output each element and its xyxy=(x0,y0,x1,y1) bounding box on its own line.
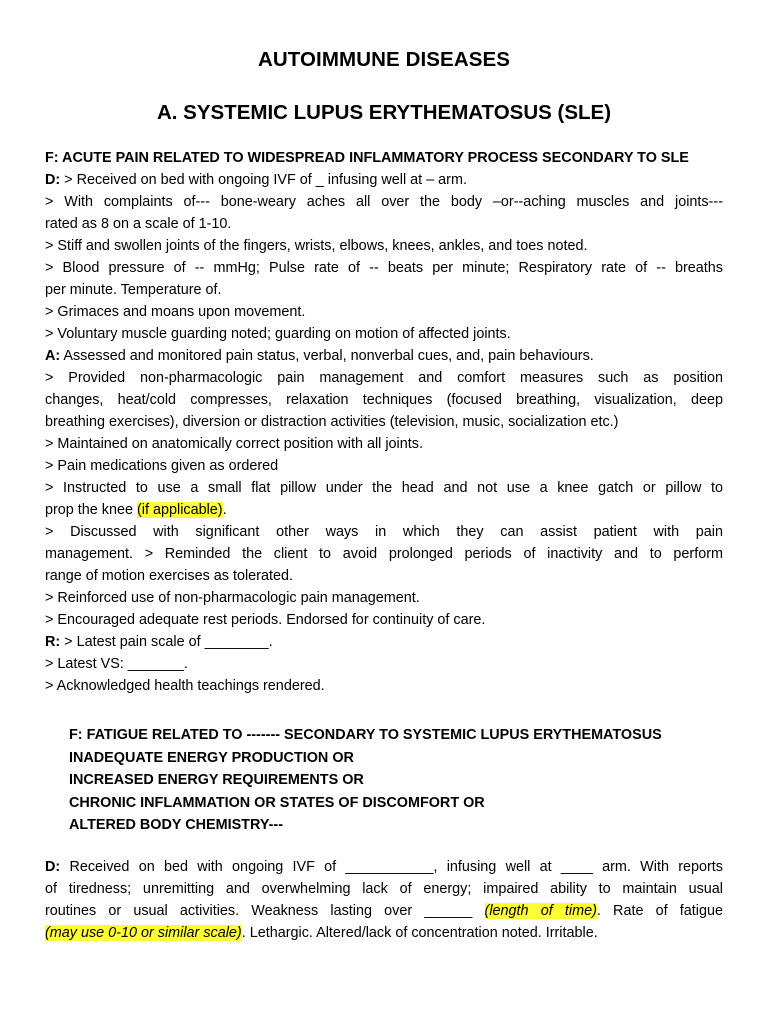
pain-data-line: > Blood pressure of -- mmHg; Pulse rate of -- beats per minute; Respiratory rate of -- breaths xyxy=(45,260,723,276)
document-page xyxy=(45,46,723,944)
fatigue-focus-heading xyxy=(69,724,723,837)
data-label: D: xyxy=(45,172,61,188)
pain-action-line: prop the knee (if applicable). xyxy=(45,502,227,518)
pain-data-line: > Voluntary muscle guarding noted; guarding on motion of affected joints. xyxy=(45,326,511,342)
fatigue-focus-line: CHRONIC INFLAMMATION OR STATES OF DISCOMFORT OR xyxy=(69,794,485,811)
pain-focus-heading: F: ACUTE PAIN RELATED TO WIDESPREAD INFLAMMATORY PROCESS SECONDARY TO SLE xyxy=(45,150,689,166)
pain-data-line: > Stiff and swollen joints of the fingers, wrists, elbows, knees, ankles, and toes noted. xyxy=(45,238,588,254)
pain-action-line: > Discussed with significant other ways in which they can assist patient with pain xyxy=(45,524,723,540)
fatigue-data-line: routines or usual activities. Weakness lasting over ______ (length of time). Rate of fatigue xyxy=(45,902,724,919)
highlighted-note: (may use 0-10 or similar scale) xyxy=(45,924,242,941)
pain-response-line: > Acknowledged health teachings rendered. xyxy=(45,678,325,694)
fatigue-focus-line: F: FATIGUE RELATED TO ------- SECONDARY TO SYSTEMIC LUPUS ERYTHEMATOSUS xyxy=(69,727,662,743)
pain-action-line: > Provided non-pharmacologic pain management and comfort measures such as position xyxy=(45,370,723,386)
fatigue-focus-line: ALTERED BODY CHEMISTRY--- xyxy=(69,817,283,834)
data-label: D: xyxy=(45,858,61,875)
pain-data-line: rated as 8 on a scale of 1-10. xyxy=(45,216,232,232)
pain-data-line: > Grimaces and moans upon movement. xyxy=(45,304,306,320)
pain-action-line: > Encouraged adequate rest periods. Endorsed for continuity of care. xyxy=(45,612,486,628)
highlighted-note: (length of time) xyxy=(484,902,597,919)
pain-data-line: per minute. Temperature of. xyxy=(45,282,222,298)
pain-action-line: A: Assessed and monitored pain status, verbal, nonverbal cues, and, pain behaviours. xyxy=(45,348,594,364)
pain-data-line: > With complaints of--- bone-weary aches all over the body –or--aching muscles and joints--- xyxy=(45,194,723,210)
document-title: AUTOIMMUNE DISEASES xyxy=(257,48,511,71)
fatigue-focus-line: INCREASED ENERGY REQUIREMENTS OR xyxy=(69,772,364,789)
fatigue-focus-line: INADEQUATE ENERGY PRODUCTION OR xyxy=(69,749,354,766)
action-label: A: xyxy=(45,348,61,364)
pain-response-line: R: > Latest pain scale of ________. xyxy=(45,634,273,650)
section-title: A. SYSTEMIC LUPUS ERYTHEMATOSUS (SLE) xyxy=(156,101,612,124)
pain-action-line: management. > Reminded the client to avoid prolonged periods of inactivity and to perform xyxy=(45,546,723,562)
fatigue-data-line: of tiredness; unremitting and overwhelming lack of energy; impaired ability to maintain usual xyxy=(45,880,723,897)
pain-action-line: breathing exercises), diversion or distraction activities (television, music, socialization etc.) xyxy=(45,414,619,430)
spacer xyxy=(45,837,723,856)
response-label: R: xyxy=(45,634,61,650)
fatigue-data-line: D: Received on bed with ongoing IVF of ___________, infusing well at ____ arm. With reports xyxy=(45,858,723,875)
pain-action-line: range of motion exercises as tolerated. xyxy=(45,568,293,584)
pain-action-line: > Pain medications given as ordered xyxy=(45,458,279,474)
pain-data-line: D: > Received on bed with ongoing IVF of _ infusing well at – arm. xyxy=(45,172,467,188)
fatigue-data-line: (may use 0-10 or similar scale). Lethargic. Altered/lack of concentration noted. Irritable. xyxy=(45,924,598,941)
pain-action-line: > Reinforced use of non-pharmacologic pain management. xyxy=(45,590,420,606)
pain-action-line: > Maintained on anatomically correct position with all joints. xyxy=(45,436,423,452)
pain-action-line: changes, heat/cold compresses, relaxation techniques (focused breathing, visualization, deep xyxy=(45,392,723,408)
pain-response-line: > Latest VS: _______. xyxy=(45,656,188,672)
pain-action-line: > Instructed to use a small flat pillow under the head and not use a knee gatch or pillow to xyxy=(45,480,723,496)
highlighted-note: (if applicable) xyxy=(137,502,223,518)
